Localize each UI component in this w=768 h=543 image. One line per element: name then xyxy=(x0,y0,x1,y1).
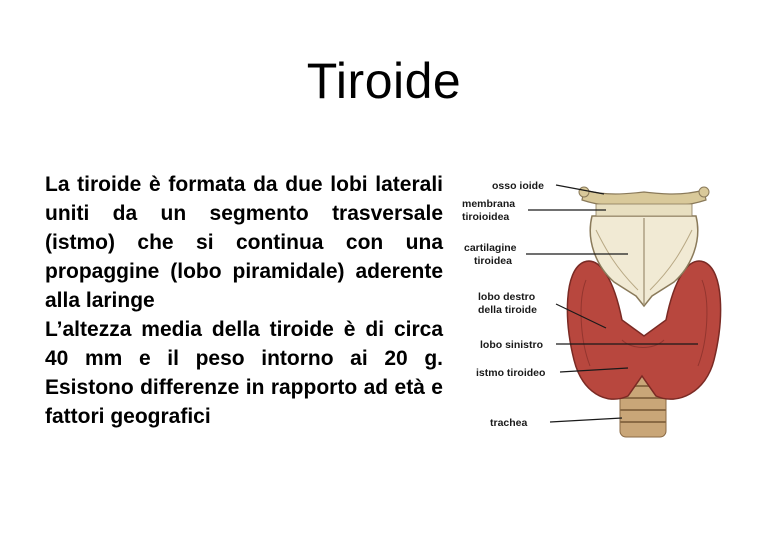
label-cartilagine-line1: cartilagine xyxy=(464,242,517,254)
slide-title: Tiroide xyxy=(306,53,462,109)
label-lobo-destro-line2: della tiroide xyxy=(478,304,537,316)
label-istmo: istmo tiroideo xyxy=(476,367,546,379)
label-membrana-line2: tiroioidea xyxy=(462,211,510,223)
label-trachea: trachea xyxy=(490,417,528,429)
thyroid-illustration xyxy=(456,170,728,460)
label-osso-ioide: osso ioide xyxy=(492,180,544,192)
label-lobo-destro-line1: lobo destro xyxy=(478,291,536,303)
slide-body xyxy=(45,170,443,431)
label-lobo-sinistro: lobo sinistro xyxy=(480,339,543,351)
label-cartilagine-line2: tiroidea xyxy=(474,255,512,267)
paragraph-structure: La tiroide è formata da due lobi laterali uniti da un segmento trasversale (istmo) che si continua con una propaggine (lobo piramidale) aderente alla laringe xyxy=(45,173,443,312)
hyoid-bone-shape xyxy=(579,187,709,216)
label-membrana-line1: membrana xyxy=(462,198,516,210)
paragraph-dimensions: L’altezza media della tiroide è di circa 40 mm e il peso intorno ai 20 g. Esistono differenze in rapporto ad età e fattori geografici xyxy=(45,318,443,428)
